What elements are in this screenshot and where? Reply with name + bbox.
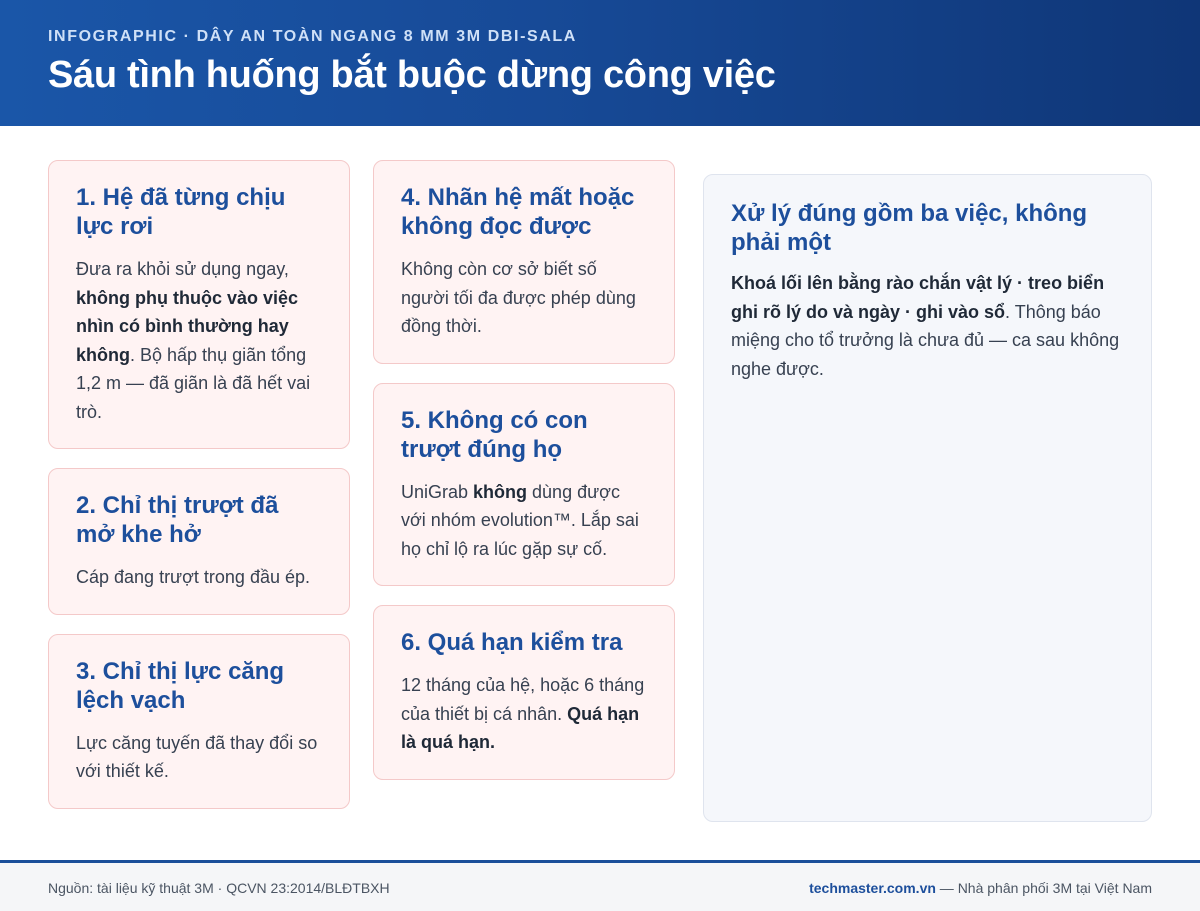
body-text: UniGrab — [401, 481, 474, 502]
body-text: . Bộ hấp thụ giãn tổng 1,2 m — đã giãn là đã hết vai trò. — [76, 344, 311, 422]
card-title: 4. Nhãn hệ mất hoặc không đọc được — [401, 184, 635, 240]
footer — [0, 860, 1200, 911]
footer-brand — [809, 880, 1152, 896]
situation-card-2 — [48, 468, 350, 615]
card-title: 3. Chỉ thị lực căng lệch vạch — [76, 657, 285, 714]
footer-tagline: — Nhà phân phối 3M tại Việt Nam — [935, 880, 1152, 896]
situation-card-4 — [373, 160, 675, 364]
situation-card-3 — [48, 634, 350, 809]
emphasis-text: không phụ thuộc vào việc nhìn có bình thường hay không — [76, 287, 299, 365]
panel-body — [731, 269, 1124, 383]
body-text: . Thông báo miệng cho tổ trưởng là chưa đủ — ca sau không nghe được. — [731, 301, 1120, 379]
card-body — [76, 563, 323, 592]
card-title: 2. Chỉ thị trượt đã mở khe hở — [76, 492, 279, 548]
cards-column-left — [48, 160, 350, 828]
body-text: Đưa ra khỏi sử dụng ngay, — [76, 259, 289, 279]
card-body — [76, 729, 323, 786]
card-body — [401, 255, 648, 341]
card-title: 6. Quá hạn kiểm tra — [401, 629, 623, 656]
body-text: dùng được với nhóm evolution™. Lắp sai họ chỉ lộ ra lúc gặp sự cố. — [401, 481, 639, 559]
page-title: Sáu tình huống bắt buộc dừng công việc — [48, 54, 776, 96]
body-text: Không còn cơ sở biết số người tối đa được phép dùng đồng thời. — [401, 259, 636, 336]
body-text: Lực căng tuyến đã thay đổi so với thiết kế. — [76, 732, 318, 781]
card-title: 1. Hệ đã từng chịu lực rơi — [76, 184, 286, 240]
body-text: 12 tháng của hệ, hoặc 6 tháng của thiết bị cá nhân. — [401, 675, 645, 724]
cards-column-middle — [373, 160, 675, 799]
footer-domain-link[interactable]: techmaster.com.vn — [809, 880, 936, 896]
footer-source: Nguồn: tài liệu kỹ thuật 3M · QCVN 23:2014/BLĐTBXH — [48, 880, 390, 896]
panel-title: Xử lý đúng gồm ba việc, không phải một — [731, 200, 1088, 256]
situation-card-5 — [373, 383, 675, 587]
emphasis-text: Quá hạn là quá hạn. — [401, 703, 640, 752]
header-banner — [0, 0, 1200, 126]
body-text: Cáp đang trượt trong đầu ép. — [76, 567, 310, 587]
situation-card-6 — [373, 605, 675, 780]
emphasis-text: Khoá lối lên bằng rào chắn vật lý · treo biển ghi rõ lý do và ngày · ghi vào sổ — [731, 273, 1105, 322]
card-body — [76, 255, 323, 426]
emphasis-text: không — [473, 481, 528, 502]
situation-card-1 — [48, 160, 350, 449]
header-eyebrow: INFOGRAPHIC · DÂY AN TOÀN NGANG 8 MM 3M DBI-SALA — [48, 28, 577, 45]
card-body — [401, 671, 648, 757]
handling-panel — [703, 174, 1152, 822]
card-body — [401, 478, 648, 564]
card-title: 5. Không có con trượt đúng họ — [401, 406, 588, 463]
